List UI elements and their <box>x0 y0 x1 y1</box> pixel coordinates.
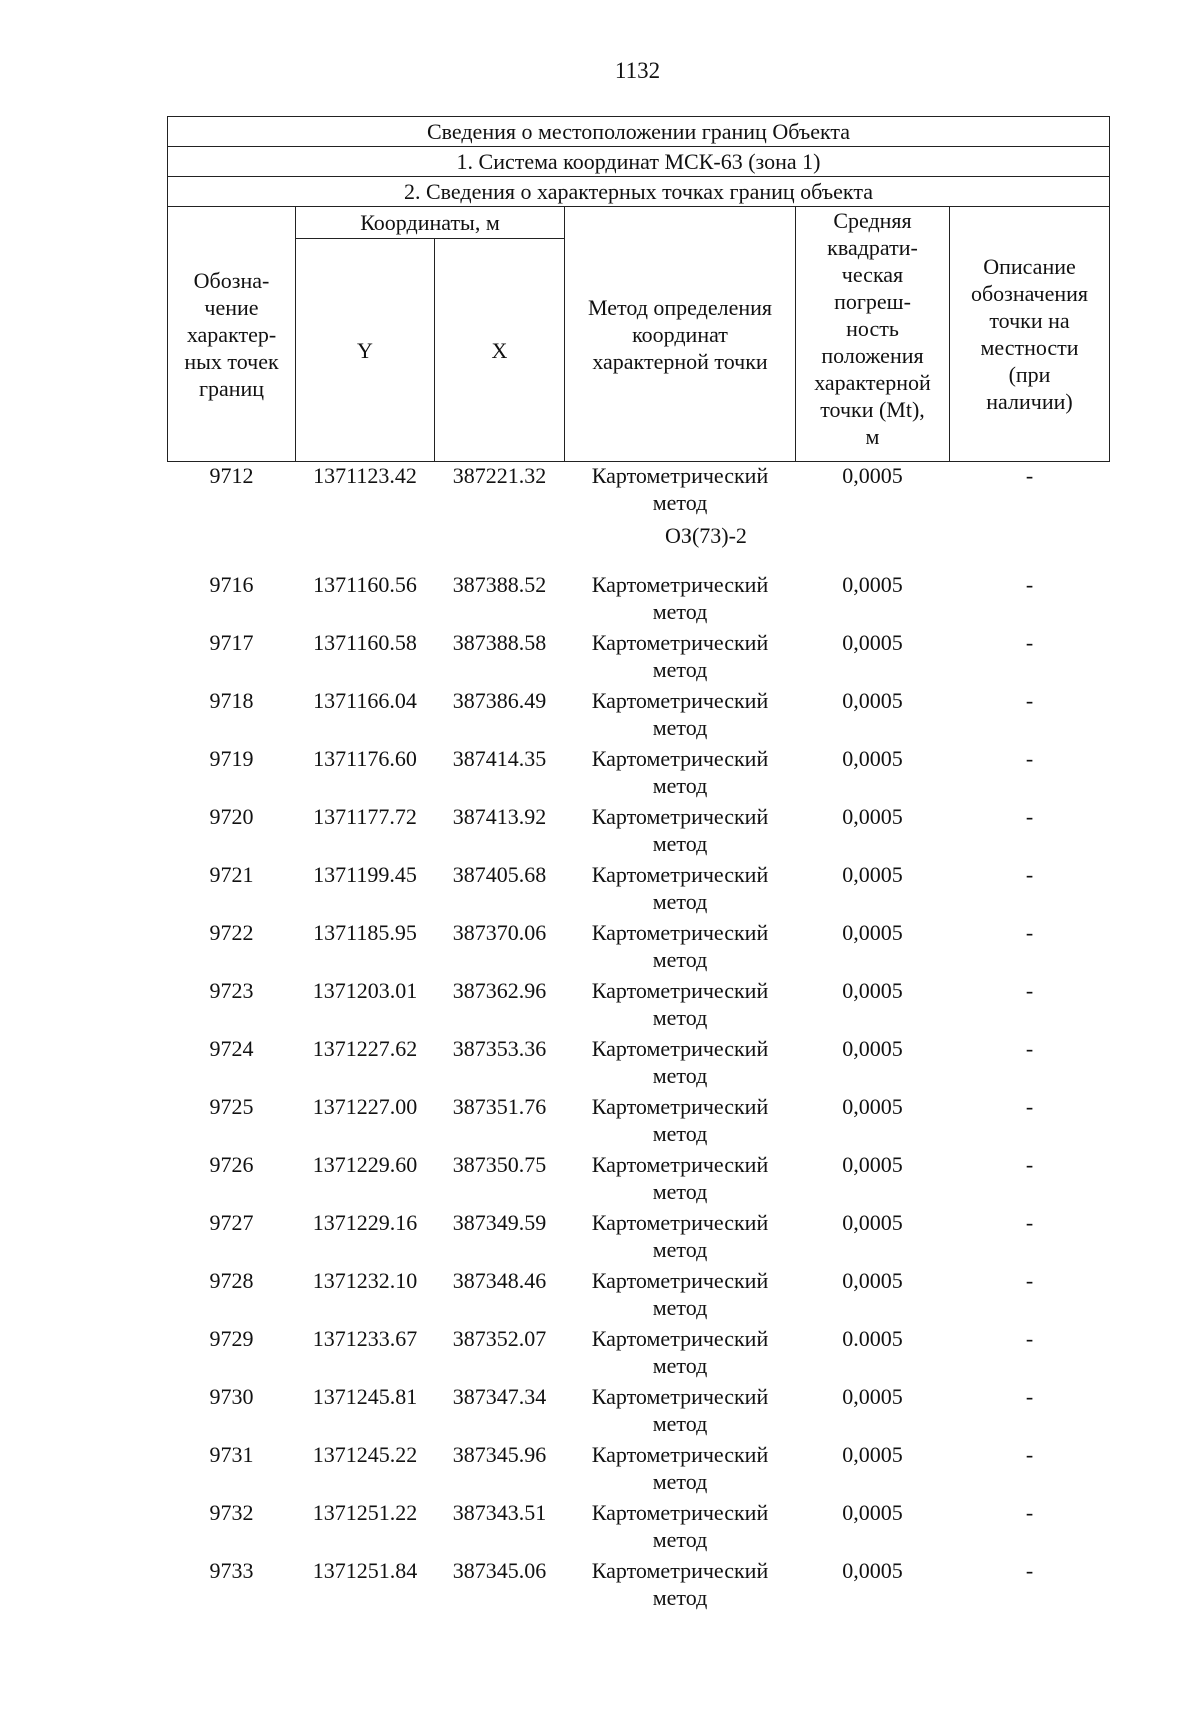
table-row <box>168 568 1110 626</box>
table-row <box>168 1206 1110 1264</box>
point-method: Картометрический метод <box>591 572 769 624</box>
point-x: 387221.32 <box>452 463 547 488</box>
point-error: 0,0005 <box>842 463 903 488</box>
point-id: 9712 <box>209 463 254 488</box>
point-x: 387345.06 <box>452 1558 547 1583</box>
point-id: 9726 <box>209 1152 254 1177</box>
point-method: Картометрический метод <box>591 1268 769 1320</box>
point-x: 387386.49 <box>452 688 547 713</box>
point-error: 0,0005 <box>842 1384 903 1409</box>
header-designation: Обозна- чение характер- ных точек границ <box>168 207 296 462</box>
point-id: 9728 <box>209 1268 254 1293</box>
header-y: Y <box>296 239 435 462</box>
point-x: 387345.96 <box>452 1442 547 1467</box>
point-id: 9731 <box>209 1442 254 1467</box>
point-error: 0.0005 <box>842 1326 903 1351</box>
table-row <box>168 1322 1110 1380</box>
point-description: - <box>1025 746 1034 771</box>
point-error: 0,0005 <box>842 1558 903 1583</box>
table-row <box>168 1032 1110 1090</box>
point-description: - <box>1025 804 1034 829</box>
point-error: 0,0005 <box>842 746 903 771</box>
point-x: 387405.68 <box>452 862 547 887</box>
point-y: 1371160.56 <box>313 572 417 597</box>
point-x: 387352.07 <box>452 1326 547 1351</box>
point-id: 9729 <box>209 1326 254 1351</box>
table-row <box>168 1554 1110 1612</box>
table-row <box>168 800 1110 858</box>
point-description: - <box>1025 572 1034 597</box>
point-error: 0,0005 <box>842 1094 903 1119</box>
table-body <box>168 462 1110 1613</box>
point-error: 0,0005 <box>842 572 903 597</box>
point-y: 1371203.01 <box>312 978 418 1003</box>
point-method: Картометрический метод <box>591 1152 769 1204</box>
point-error: 0,0005 <box>842 978 903 1003</box>
point-id: 9732 <box>209 1500 254 1525</box>
table-row <box>168 684 1110 742</box>
table-row <box>168 1438 1110 1496</box>
table-title-location: Сведения о местоположении границ Объекта <box>168 117 1110 147</box>
table-row <box>168 974 1110 1032</box>
point-id: 9722 <box>209 920 254 945</box>
header-coordinates: Координаты, м <box>296 207 565 239</box>
boundary-points-table <box>167 116 1110 1612</box>
point-error: 0,0005 <box>842 804 903 829</box>
point-y: 1371245.81 <box>312 1384 418 1409</box>
point-method: Картометрический метод <box>591 1326 769 1378</box>
point-description: - <box>1025 1036 1034 1061</box>
point-description: - <box>1025 1094 1034 1119</box>
point-x: 387349.59 <box>452 1210 547 1235</box>
point-description: - <box>1025 1210 1034 1235</box>
point-error: 0,0005 <box>842 1268 903 1293</box>
table-row <box>168 626 1110 684</box>
point-description: - <box>1025 1558 1034 1583</box>
point-error: 0,0005 <box>842 688 903 713</box>
point-method: Картометрический метод <box>591 746 769 798</box>
header-mean-square-error: Средняя квадрати- ческая погреш- ность положения характерной точки (Mt), м <box>796 207 950 462</box>
point-error: 0,0005 <box>842 862 903 887</box>
point-y: 1371227.00 <box>312 1094 418 1119</box>
point-method: Картометрический метод <box>591 862 769 914</box>
table-row <box>168 1496 1110 1554</box>
point-description: - <box>1025 688 1034 713</box>
point-method: Картометрический метод <box>591 804 769 856</box>
point-y: 1371185.95 <box>313 920 417 945</box>
point-y: 1371229.16 <box>312 1210 418 1235</box>
table-row <box>168 1380 1110 1438</box>
point-method: Картометрический метод <box>591 1384 769 1436</box>
point-x: 387388.52 <box>452 572 547 597</box>
page-number: 1132 <box>614 58 661 83</box>
point-x: 387343.51 <box>452 1500 547 1525</box>
header-x: X <box>435 239 565 462</box>
point-id: 9721 <box>209 862 254 887</box>
point-method: Картометрический метод <box>591 1210 769 1262</box>
point-x: 387347.34 <box>452 1384 547 1409</box>
point-error: 0,0005 <box>842 1442 903 1467</box>
table-row <box>168 742 1110 800</box>
point-y: 1371232.10 <box>312 1268 418 1293</box>
point-description: - <box>1025 1268 1034 1293</box>
table-row <box>168 1148 1110 1206</box>
point-id: 9719 <box>209 746 254 771</box>
point-id: 9720 <box>209 804 254 829</box>
point-method: Картометрический метод <box>591 688 769 740</box>
section-row <box>168 522 1110 568</box>
point-method: Картометрический метод <box>591 463 769 515</box>
point-y: 1371177.72 <box>313 804 417 829</box>
table-title-coordinate-system: 1. Система координат МСК-63 (зона 1) <box>168 147 1110 177</box>
point-method: Картометрический метод <box>591 1036 769 1088</box>
point-description: - <box>1025 463 1034 488</box>
table-row <box>168 1090 1110 1148</box>
point-error: 0,0005 <box>842 1210 903 1235</box>
table-row <box>168 1264 1110 1322</box>
table-row <box>168 462 1110 523</box>
point-id: 9725 <box>209 1094 254 1119</box>
header-description: Описание обозначения точки на местности (при наличии) <box>950 207 1110 462</box>
point-method: Картометрический метод <box>591 1442 769 1494</box>
point-method: Картометрический метод <box>591 1094 769 1146</box>
table-title-points: 2. Сведения о характерных точках границ объекта <box>168 177 1110 207</box>
point-y: 1371245.22 <box>312 1442 418 1467</box>
point-y: 1371176.60 <box>313 746 417 771</box>
point-error: 0,0005 <box>842 1152 903 1177</box>
point-error: 0,0005 <box>842 1036 903 1061</box>
point-id: 9717 <box>209 630 254 655</box>
point-error: 0,0005 <box>842 920 903 945</box>
point-description: - <box>1025 862 1034 887</box>
table-header <box>168 117 1110 462</box>
point-error: 0,0005 <box>842 1500 903 1525</box>
point-method: Картометрический метод <box>591 1558 769 1610</box>
table-row <box>168 916 1110 974</box>
point-x: 387413.92 <box>452 804 547 829</box>
point-id: 9733 <box>209 1558 254 1583</box>
point-id: 9716 <box>209 572 254 597</box>
point-method: Картометрический метод <box>591 630 769 682</box>
point-x: 387350.75 <box>452 1152 547 1177</box>
point-error: 0,0005 <box>842 630 903 655</box>
point-id: 9723 <box>209 978 254 1003</box>
point-description: - <box>1025 1384 1034 1409</box>
point-id: 9727 <box>209 1210 254 1235</box>
point-id: 9724 <box>209 1036 254 1061</box>
point-description: - <box>1025 920 1034 945</box>
point-y: 1371251.84 <box>312 1558 418 1583</box>
point-x: 387388.58 <box>452 630 547 655</box>
point-x: 387351.76 <box>452 1094 547 1119</box>
point-description: - <box>1025 1152 1034 1177</box>
point-description: - <box>1025 630 1034 655</box>
point-x: 387362.96 <box>452 978 547 1003</box>
point-y: 1371160.58 <box>313 630 417 655</box>
table-row <box>168 858 1110 916</box>
point-x: 387414.35 <box>452 746 547 771</box>
header-method: Метод определения координат характерной точки <box>565 207 796 462</box>
point-x: 387370.06 <box>452 920 547 945</box>
point-description: - <box>1025 1442 1034 1467</box>
point-x: 387348.46 <box>452 1268 547 1293</box>
point-y: 1371251.22 <box>312 1500 418 1525</box>
point-x: 387353.36 <box>452 1036 547 1061</box>
point-y: 1371123.42 <box>313 463 417 488</box>
point-y: 1371199.45 <box>313 862 417 887</box>
point-description: - <box>1025 1500 1034 1525</box>
point-y: 1371229.60 <box>312 1152 418 1177</box>
point-method: Картометрический метод <box>591 978 769 1030</box>
point-description: - <box>1025 978 1034 1003</box>
point-description: - <box>1025 1326 1034 1351</box>
point-method: Картометрический метод <box>591 1500 769 1552</box>
point-y: 1371233.67 <box>312 1326 418 1351</box>
point-y: 1371166.04 <box>313 688 417 713</box>
point-method: Картометрический метод <box>591 920 769 972</box>
point-id: 9730 <box>209 1384 254 1409</box>
point-y: 1371227.62 <box>312 1036 418 1061</box>
point-id: 9718 <box>209 688 254 713</box>
section-label: ОЗ(73)-2 <box>665 523 747 548</box>
